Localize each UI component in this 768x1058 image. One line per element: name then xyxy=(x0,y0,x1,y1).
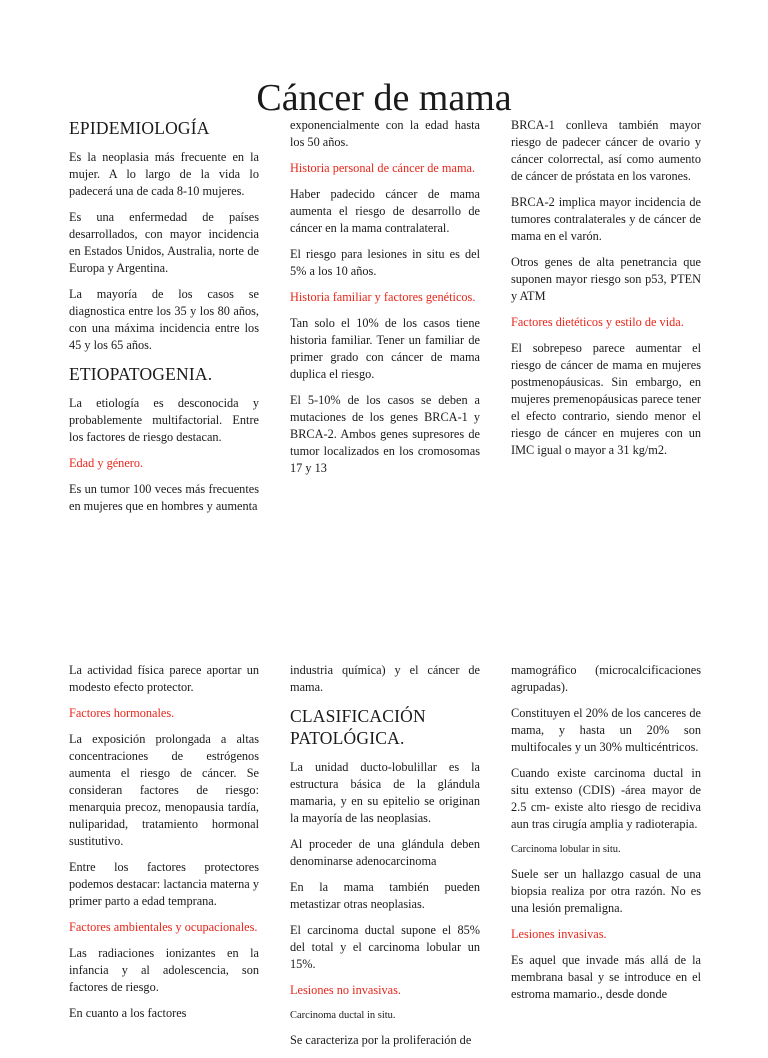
paragraph: Es un tumor 100 veces más frecuentes en mujeres que en hombres y aumenta xyxy=(69,482,259,513)
subsection-heading: Lesiones invasivas. xyxy=(511,927,607,941)
section-heading: EPIDEMIOLOGÍA xyxy=(69,118,210,138)
subsection-heading: Historia familiar y factores genéticos. xyxy=(290,290,476,304)
section-heading: ETIOPATOGENIA. xyxy=(69,364,213,384)
paragraph: Constituyen el 20% de los canceres de mama, y hasta un 20% son multifocales y un 30% multicéntricos. xyxy=(511,706,701,754)
paragraph: El sobrepeso parece aumentar el riesgo de cáncer de mama en mujeres postmenopáusicas. Sin embargo, en mujeres premenopáusicas parece tener el efecto contrario, siendo menor el riesgo de cáncer en mujeres con un IMC igual o mayor a 31 kg/m2. xyxy=(511,341,701,457)
paragraph: mamográfico (microcalcificaciones agrupadas). xyxy=(511,663,701,694)
paragraph: El 5-10% de los casos se deben a mutaciones de los genes BRCA-1 y BRCA-2. Ambos genes supresores de tumor localizados en los cromosomas 17 y 13 xyxy=(290,393,480,475)
section-heading: CLASIFICACIÓN PATOLÓGICA. xyxy=(290,706,426,748)
paragraph: La actividad física parece aportar un modesto efecto protector. xyxy=(69,663,259,694)
paragraph: En cuanto a los factores xyxy=(69,1006,187,1020)
paragraph: Se caracteriza por la proliferación de xyxy=(290,1033,472,1047)
paragraph: Otros genes de alta penetrancia que suponen mayor riesgo son p53, PTEN y ATM xyxy=(511,255,701,303)
paragraph: La unidad ducto-lobulillar es la estructura básica de la glándula mamaria, y en su epitelio se originan la mayoría de las neoplasias. xyxy=(290,760,480,825)
subsection-heading: Factores ambientales y ocupacionales. xyxy=(69,920,258,934)
paragraph: Es una enfermedad de países desarrollados, con mayor incidencia en Estados Unidos, Australia, norte de Europa y Argentina. xyxy=(69,210,259,275)
paragraph: El riesgo para lesiones in situ es del 5% a los 10 años. xyxy=(290,247,480,278)
paragraph: Al proceder de una glándula deben denominarse adenocarcinoma xyxy=(290,837,480,868)
paragraph: Haber padecido cáncer de mama aumenta el riesgo de desarrollo de cáncer en la mama contralateral. xyxy=(290,187,480,235)
paragraph: BRCA-2 implica mayor incidencia de tumores contralaterales y de cáncer de mama en el varón. xyxy=(511,195,701,243)
subsection-heading: Factores hormonales. xyxy=(69,706,175,720)
paragraph: Cuando existe carcinoma ductal in situ extenso (CDIS) -área mayor de 2.5 cm- existe alto riesgo de recidiva aun tras cirugía amplia y radioterapia. xyxy=(511,766,701,831)
subsection-heading: Edad y género. xyxy=(69,456,144,470)
paragraph: industria química) y el cáncer de mama. xyxy=(290,663,480,694)
subsection-heading: Historia personal de cáncer de mama. xyxy=(290,161,476,175)
text-column-2 xyxy=(290,117,480,486)
minor-heading: Carcinoma ductal in situ. xyxy=(290,1010,396,1021)
subsection-heading: Lesiones no invasivas. xyxy=(290,983,401,997)
paragraph: Suele ser un hallazgo casual de una biopsia realiza por otra razón. No es una lesión premaligna. xyxy=(511,867,701,915)
paragraph: Tan solo el 10% de los casos tiene historia familiar. Tener un familiar de primer grado con cáncer de mama duplica el riesgo. xyxy=(290,316,480,381)
paragraph: En la mama también pueden metastizar otras neoplasias. xyxy=(290,880,480,911)
document-title: Cáncer de mama xyxy=(256,77,512,119)
text-column-6 xyxy=(511,662,701,1012)
paragraph: La mayoría de los casos se diagnostica entre los 35 y los 80 años, con una máxima incidencia entre los 45 y los 65 años. xyxy=(69,287,259,352)
paragraph: La exposición prolongada a altas concentraciones de estrógenos aumenta el riesgo de cáncer. Se consideran factores de riesgo: menarquia precoz, menopausia tardía, nuliparidad, tratamiento hormonal sustitutivo. xyxy=(69,732,259,848)
paragraph: El carcinoma ductal supone el 85% del total y el carcinoma lobular un 15%. xyxy=(290,923,480,971)
text-column-1 xyxy=(69,117,259,524)
text-column-5 xyxy=(290,662,480,1058)
text-column-4 xyxy=(69,662,259,1031)
minor-heading: Carcinoma lobular in situ. xyxy=(511,844,621,855)
paragraph: La etiología es desconocida y probablemente multifactorial. Entre los factores de riesgo destacan. xyxy=(69,396,259,444)
paragraph: exponencialmente con la edad hasta los 50 años. xyxy=(290,118,480,149)
paragraph: Entre los factores protectores podemos destacar: lactancia materna y primer parto a edad temprana. xyxy=(69,860,259,908)
text-column-3 xyxy=(511,117,701,468)
paragraph: BRCA-1 conlleva también mayor riesgo de padecer cáncer de ovario y cáncer colorrectal, así como aumento de cáncer de próstata en los varones. xyxy=(511,118,701,183)
paragraph: Es aquel que invade más allá de la membrana basal y se introduce en el estroma mamario., desde donde xyxy=(511,953,701,1001)
paragraph: Es la neoplasia más frecuente en la mujer. A lo largo de la vida lo padecerá una de cada 8-10 mujeres. xyxy=(69,150,259,198)
paragraph: Las radiaciones ionizantes en la infancia y al adolescencia, son factores de riesgo. xyxy=(69,946,259,994)
subsection-heading: Factores dietéticos y estilo de vida. xyxy=(511,315,684,329)
